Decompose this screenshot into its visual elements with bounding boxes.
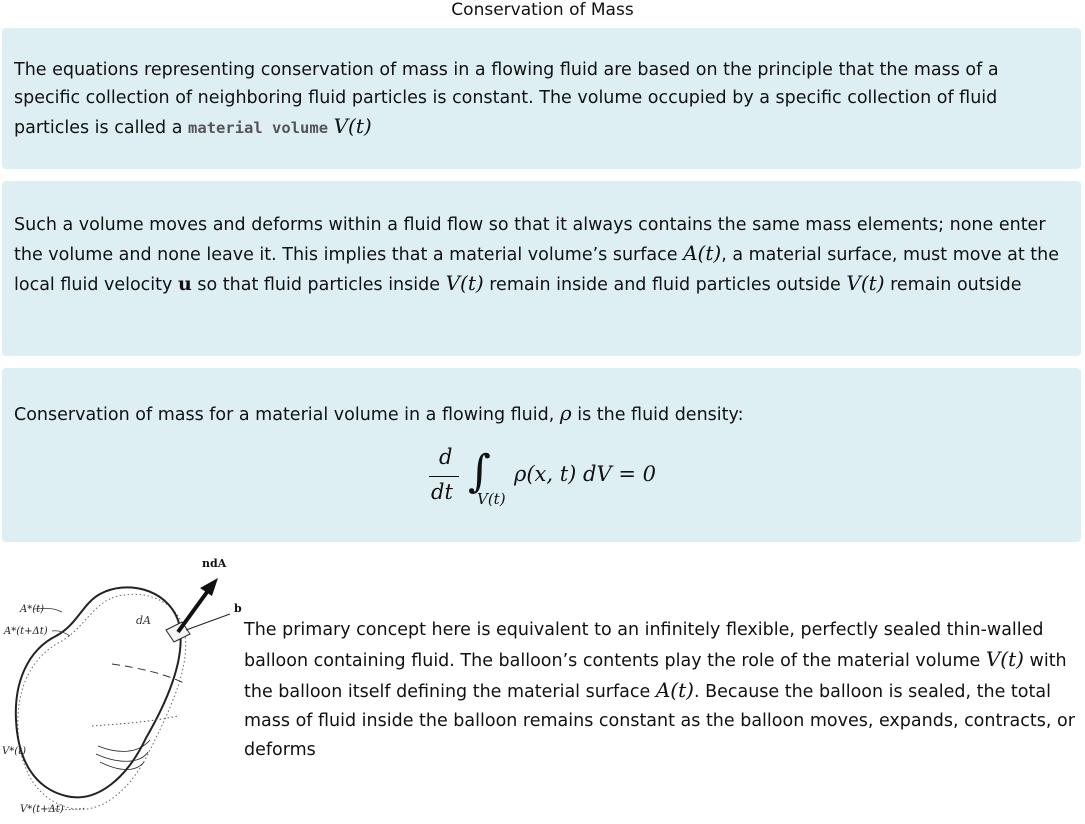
page-title: Conservation of Mass (451, 0, 634, 20)
velocity-symbol: u (177, 273, 192, 295)
fraction-denominator: dt (431, 480, 453, 504)
surface-symbol: A(t) (683, 241, 722, 265)
integral-subscript: V(t) (477, 490, 506, 508)
integrand: ρ(x, t) dV = 0 (514, 462, 656, 486)
volume-symbol-outside: V(t) (846, 271, 885, 295)
surface-text-2: , a material surface, must move at the local fluid velocity (14, 245, 1060, 295)
volume-symbol-inside: V(t) (445, 271, 484, 295)
label-v-star-t-dt: V*(t+Δt) (20, 804, 64, 815)
surface-text-1: Such a volume moves and deforms within a fluid flow so that it always contains the same mass elements; none enter the volume and none leave it. This implies that a material volume’s surface (14, 215, 1046, 265)
balloon-explanation (244, 616, 1080, 765)
b-pointer-line (186, 614, 230, 630)
caption-surface-symbol: A(t) (655, 678, 694, 702)
normal-arrow-shaft (178, 588, 210, 632)
material-volume-figure (0, 550, 240, 820)
normal-arrow-head (200, 578, 218, 596)
definition-panel (2, 28, 1081, 169)
label-da: dA (136, 614, 151, 627)
caption-text-2: with the balloon itself defining the material surface (244, 651, 1067, 702)
surface-text-5: remain outside (890, 275, 1022, 295)
caption-text-3: . Because the balloon is sealed, the total mass of fluid inside the balloon remains constant as the balloon moves, expands, contracts, or deforms (244, 682, 1075, 760)
density-symbol: ρ (559, 401, 572, 425)
fraction-numerator: d (439, 445, 453, 469)
label-v-star-t: V*(t) (2, 746, 27, 757)
section-dotted-line (92, 716, 178, 726)
surface-text-3: so that fluid particles inside (197, 275, 440, 295)
material-surface-panel (2, 181, 1081, 356)
fraction-bar (429, 476, 459, 477)
conservation-text-2: is the fluid density: (577, 405, 744, 425)
material-volume-code: material volume (188, 119, 329, 137)
balloon-diagram (0, 550, 240, 820)
mass-conservation-equation (426, 444, 666, 514)
material-surface-outline (16, 587, 181, 797)
caption-text-1: The primary concept here is equivalent to an infinitely flexible, perfectly sealed thin-walled balloon containing fluid. The balloon’s contents play the role of the material volume (244, 620, 1044, 671)
material-volume-symbol: V(t) (333, 114, 372, 138)
caption-volume-symbol: V(t) (985, 647, 1024, 671)
label-b: b (234, 602, 242, 615)
integral-sign: ∫ (468, 446, 491, 497)
definition-text: The equations representing conservation of mass in a flowing fluid are based on the principle that the mass of a specific collection of neighboring fluid particles is constant. The volume occupied by a specific collection of fluid particles is called a (14, 60, 999, 138)
surface-text-4: remain inside and fluid particles outside (489, 275, 841, 295)
label-nda: ndA (202, 557, 227, 570)
label-a-star-t-dt: A*(t+Δt) (4, 626, 48, 637)
label-a-star-t: A*(t) (20, 604, 45, 615)
conservation-text-1: Conservation of mass for a material volume in a flowing fluid, (14, 405, 555, 425)
